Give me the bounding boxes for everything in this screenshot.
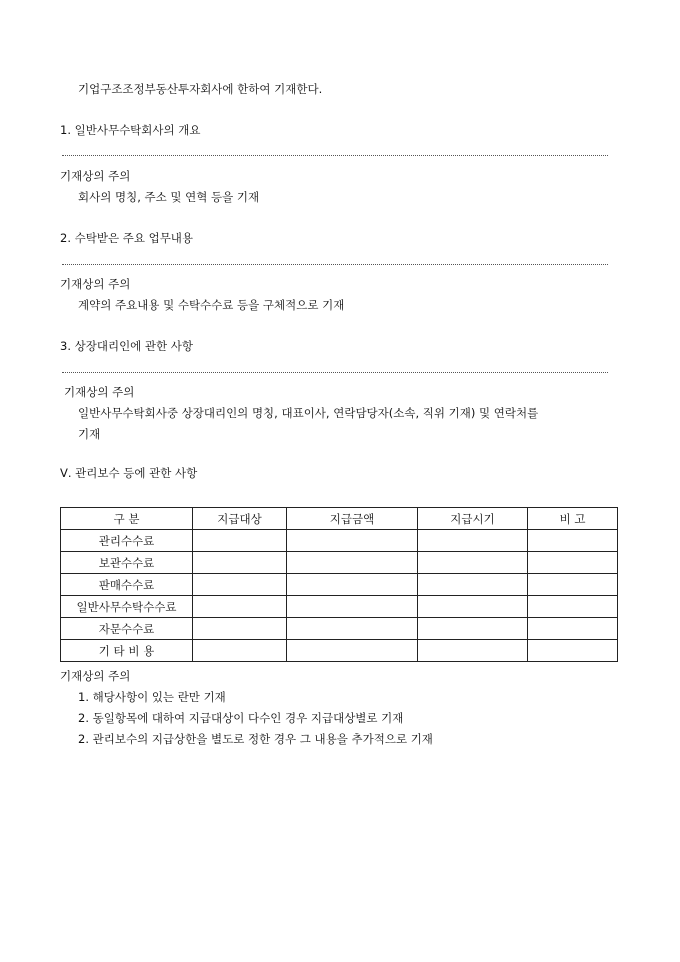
fee-category-cell: 자문수수료 bbox=[61, 618, 193, 640]
table-cell bbox=[528, 640, 618, 662]
fee-category-cell: 일반사무수탁수수료 bbox=[61, 596, 193, 618]
table-cell bbox=[193, 618, 287, 640]
table-cell bbox=[528, 618, 618, 640]
table-cell bbox=[287, 574, 418, 596]
intro-text: 기업구조조정부동산투자회사에 한하여 기재한다. bbox=[78, 82, 323, 96]
fee-table bbox=[60, 507, 618, 662]
table-cell bbox=[528, 552, 618, 574]
table-row bbox=[61, 618, 618, 640]
table-row bbox=[61, 574, 618, 596]
section-3-note-line-1: 일반사무수탁회사중 상장대리인의 명칭, 대표이사, 연락담당자(소속, 직위 기재) 및 연락처를 bbox=[78, 406, 539, 420]
table-cell bbox=[418, 530, 528, 552]
table-cell bbox=[287, 552, 418, 574]
column-header-amount: 지급금액 bbox=[287, 508, 418, 530]
fee-category-cell: 관리수수료 bbox=[61, 530, 193, 552]
part-5-note-item: 2. 관리보수의 지급상한을 별도로 정한 경우 그 내용을 추가적으로 기재 bbox=[78, 732, 433, 746]
section-3-fill-line bbox=[62, 372, 608, 373]
table-cell bbox=[418, 618, 528, 640]
section-1-note-line: 회사의 명칭, 주소 및 연혁 등을 기재 bbox=[78, 190, 260, 204]
fee-category-cell: 보관수수료 bbox=[61, 552, 193, 574]
table-cell bbox=[418, 596, 528, 618]
table-cell bbox=[193, 640, 287, 662]
table-cell bbox=[193, 574, 287, 596]
table-row bbox=[61, 552, 618, 574]
table-cell bbox=[287, 618, 418, 640]
table-cell bbox=[528, 596, 618, 618]
table-cell bbox=[193, 552, 287, 574]
column-header-remarks: 비 고 bbox=[528, 508, 618, 530]
section-1-note-heading: 기재상의 주의 bbox=[60, 169, 131, 183]
column-header-category: 구 분 bbox=[61, 508, 193, 530]
section-2-fill-line bbox=[62, 264, 608, 265]
fee-table-header-row bbox=[61, 508, 618, 530]
table-cell bbox=[418, 552, 528, 574]
table-row bbox=[61, 530, 618, 552]
part-5-note-item: 2. 동일항목에 대하여 지급대상이 다수인 경우 지급대상별로 기재 bbox=[78, 711, 404, 725]
section-2-note-line: 계약의 주요내용 및 수탁수수료 등을 구체적으로 기재 bbox=[78, 298, 345, 312]
section-2-title: 2. 수탁받은 주요 업무내용 bbox=[60, 231, 194, 245]
table-cell bbox=[193, 530, 287, 552]
table-cell bbox=[528, 530, 618, 552]
section-1-title: 1. 일반사무수탁회사의 개요 bbox=[60, 123, 201, 137]
section-2-note-heading: 기재상의 주의 bbox=[60, 277, 131, 291]
section-3-note-heading: 기재상의 주의 bbox=[64, 385, 135, 399]
fee-category-cell: 기 타 비 용 bbox=[61, 640, 193, 662]
part-5-title: Ⅴ. 관리보수 등에 관한 사항 bbox=[60, 466, 198, 480]
part-5-note-heading: 기재상의 주의 bbox=[60, 669, 131, 683]
column-header-timing: 지급시기 bbox=[418, 508, 528, 530]
section-1-fill-line bbox=[62, 155, 608, 156]
section-3-note-line-2: 기재 bbox=[78, 427, 101, 441]
table-cell bbox=[418, 640, 528, 662]
section-3-title: 3. 상장대리인에 관한 사항 bbox=[60, 339, 194, 353]
part-5-note-item: 1. 해당사항이 있는 란만 기재 bbox=[78, 690, 226, 704]
table-cell bbox=[193, 596, 287, 618]
table-cell bbox=[418, 574, 528, 596]
column-header-recipient: 지급대상 bbox=[193, 508, 287, 530]
table-cell bbox=[528, 574, 618, 596]
table-row bbox=[61, 640, 618, 662]
table-cell bbox=[287, 596, 418, 618]
table-row bbox=[61, 596, 618, 618]
fee-category-cell: 판매수수료 bbox=[61, 574, 193, 596]
table-cell bbox=[287, 530, 418, 552]
table-cell bbox=[287, 640, 418, 662]
